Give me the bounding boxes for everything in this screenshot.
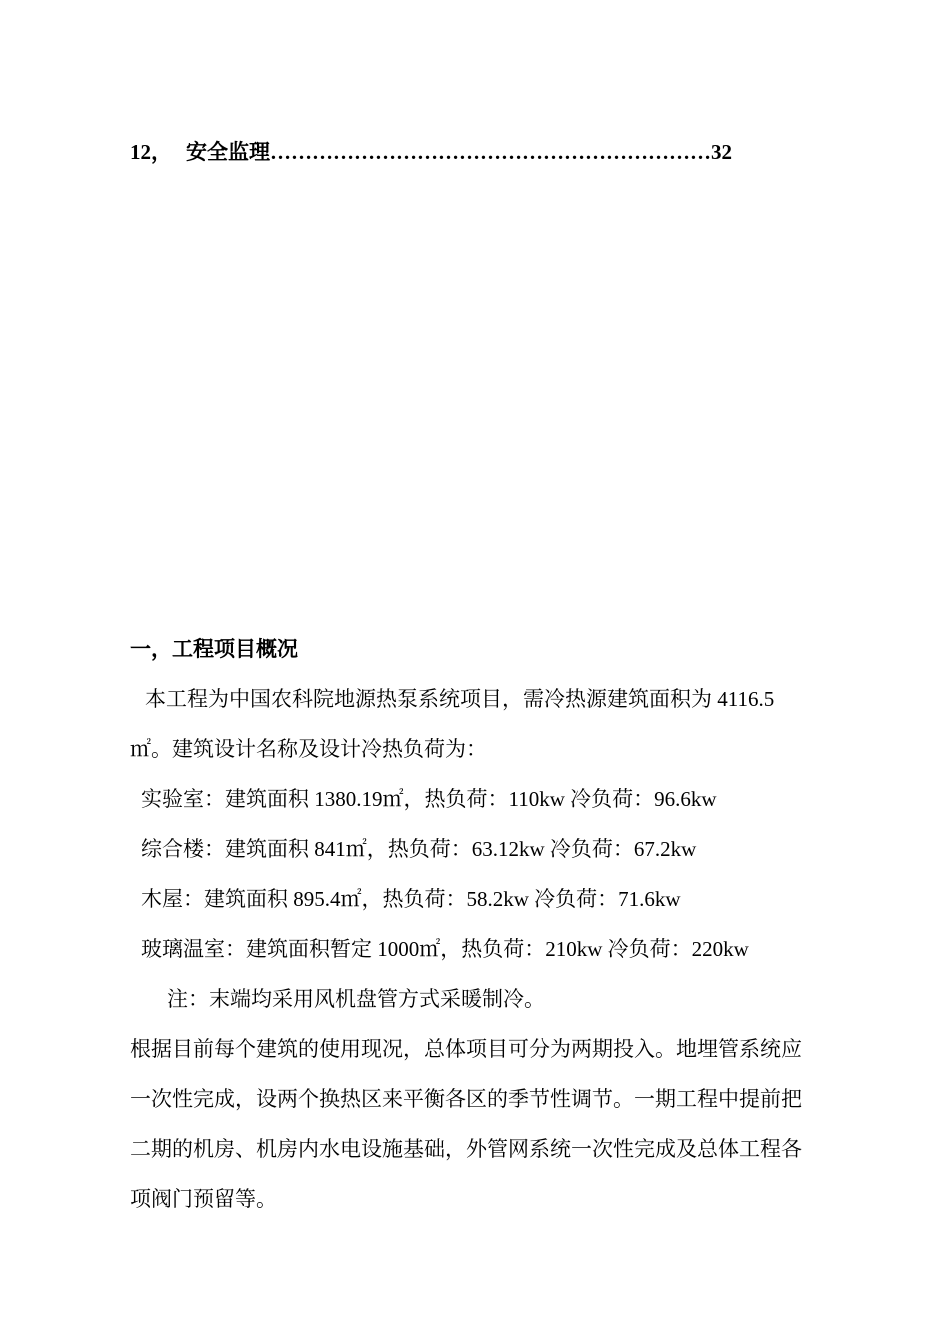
intro-line-2: ㎡。建筑设计名称及设计冷热负荷为： [130,737,487,761]
paragraph-line: 项阀门预留等。 [130,1187,277,1211]
toc-entry[interactable] [130,139,732,165]
paragraph-line: 二期的机房、机房内水电设施基础，外管网系统一次性完成及总体工程各 [130,1137,802,1161]
intro-line-1: 本工程为中国农科院地源热泵系统项目，需冷热源建筑面积为 4116.5 [145,687,775,711]
toc-leader: ……………………………………………………… [270,140,711,164]
paragraph-line: 根据目前每个建筑的使用现况，总体项目可分为两期投入。地埋管系统应 [130,1037,802,1061]
toc-number: 12， [130,140,172,164]
note-text: 注：末端均采用风机盘管方式采暖制冷。 [167,987,545,1011]
toc-page-number: 32 [711,140,732,164]
toc-title: 安全监理 [186,140,270,164]
building-item-wooden-house: 木屋：建筑面积 895.4㎡，热负荷：58.2kw 冷负荷：71.6kw [141,887,681,911]
building-item-lab: 实验室：建筑面积 1380.19㎡，热负荷：110kw 冷负荷：96.6kw [141,787,717,811]
building-item-complex: 综合楼：建筑面积 841㎡，热负荷：63.12kw 冷负荷：67.2kw [141,837,697,861]
building-item-greenhouse: 玻璃温室：建筑面积暂定 1000㎡，热负荷：210kw 冷负荷：220kw [141,937,749,961]
paragraph-line: 一次性完成，设两个换热区来平衡各区的季节性调节。一期工程中提前把 [130,1087,802,1111]
section-heading: 一，工程项目概况 [130,637,298,661]
